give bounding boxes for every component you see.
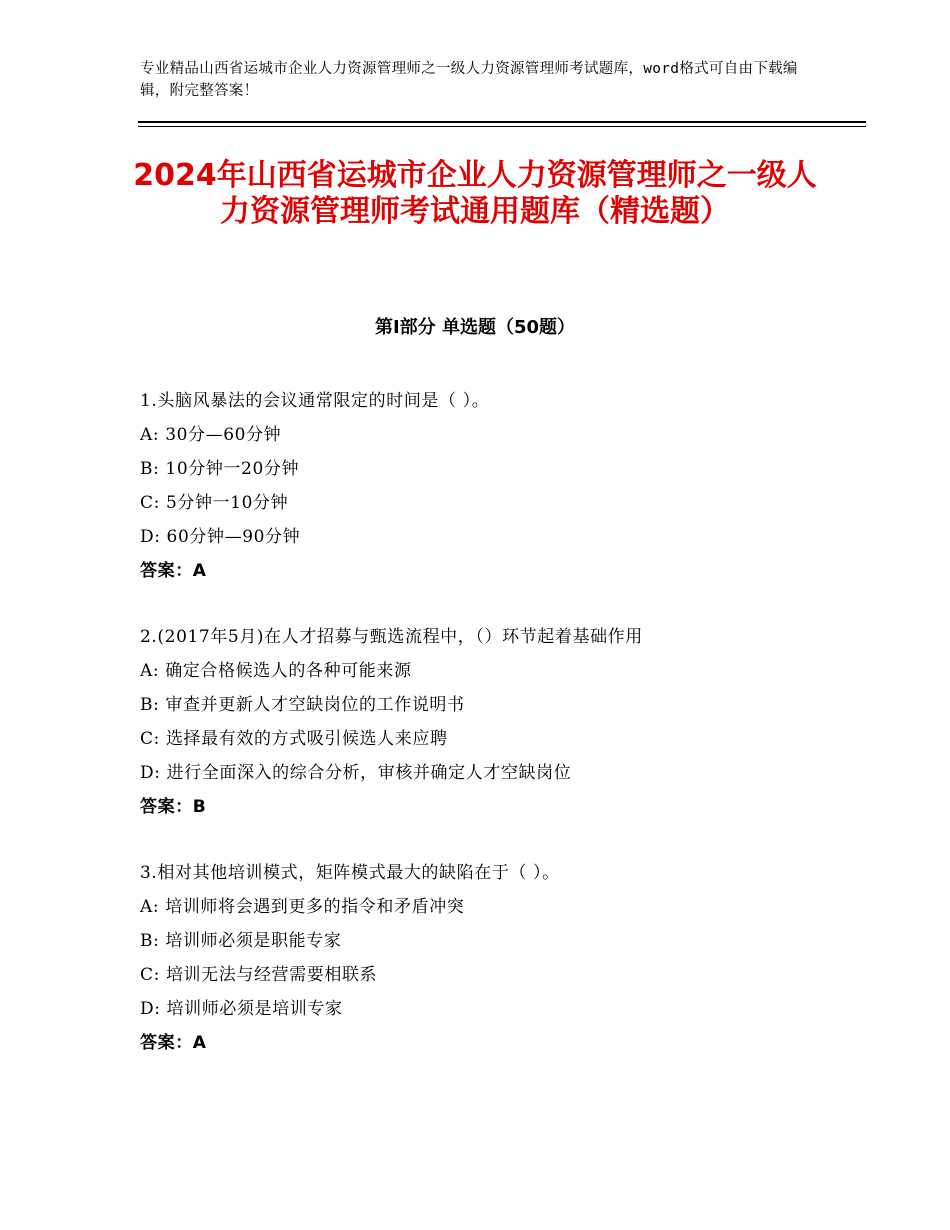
option-b: B: 10分钟一20分钟 xyxy=(140,459,300,479)
option-a: A: 培训师将会遇到更多的指令和矛盾冲突 xyxy=(140,897,465,917)
answer-line: 答案：A xyxy=(140,1033,207,1053)
header-rule-thick xyxy=(138,121,866,123)
option-c: C: 5分钟一10分钟 xyxy=(140,493,289,513)
option-a: A: 30分—60分钟 xyxy=(140,425,282,445)
option-a: A: 确定合格候选人的各种可能来源 xyxy=(140,661,412,681)
section-title: 第Ⅰ部分 单选题（50题） xyxy=(374,317,575,338)
question-stem: 1.头脑风暴法的会议通常限定的时间是（ ）。 xyxy=(140,391,490,411)
option-d: D: 培训师必须是培训专家 xyxy=(140,999,343,1019)
option-b: B: 审查并更新人才空缺岗位的工作说明书 xyxy=(140,695,465,715)
question-list xyxy=(140,384,840,1092)
answer-line: 答案：A xyxy=(140,561,207,581)
option-c: C: 选择最有效的方式吸引候选人来应聘 xyxy=(140,729,448,749)
option-b: B: 培训师必须是职能专家 xyxy=(140,931,342,951)
option-c: C: 培训无法与经营需要相联系 xyxy=(140,965,378,985)
header-rule-thin xyxy=(138,126,866,127)
question-3 xyxy=(140,856,840,1060)
question-2 xyxy=(140,620,840,824)
question-stem: 2.(2017年5月)在人才招募与甄选流程中，（）环节起着基础作用 xyxy=(140,627,643,647)
option-d: D: 进行全面深入的综合分析，审核并确定人才空缺岗位 xyxy=(140,763,572,783)
question-stem: 3.相对其他培训模式，矩阵模式最大的缺陷在于（ ）。 xyxy=(140,863,560,883)
option-d: D: 60分钟—90分钟 xyxy=(140,527,301,547)
answer-line: 答案：B xyxy=(140,797,207,817)
question-1 xyxy=(140,384,840,588)
document-title: 2024年山西省运城市企业人力资源管理师之一级人力资源管理师考试通用题库（精选题） xyxy=(133,158,817,229)
header-note: 专业精品山西省运城市企业人力资源管理师之一级人力资源管理师考试题库，word格式可自由下载编辑，附完整答案！ xyxy=(140,61,798,99)
